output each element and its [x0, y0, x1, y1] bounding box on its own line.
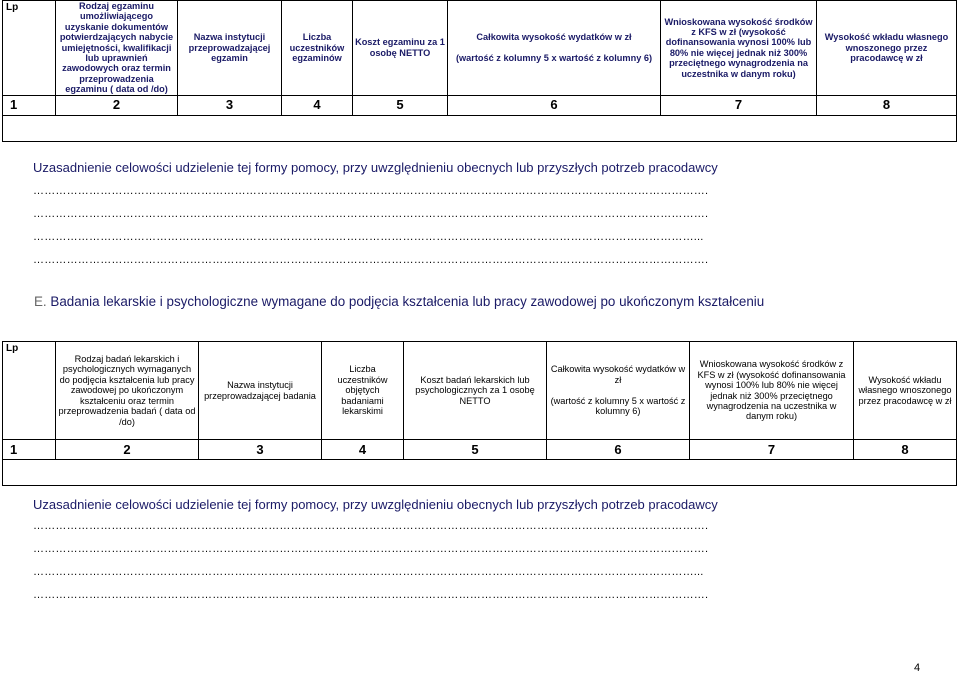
col-number: 6: [547, 440, 690, 460]
header-row: [3, 342, 957, 440]
col-number: 5: [353, 95, 448, 115]
header-exam-type: Rodzaj egzaminu umożliwiającego uzyskanie dokumentów potwierdzających nabycie umiejętności, kwalifikacji lub uprawnień zawodowych oraz termin przeprowadzenia egzaminu ( data od /do): [56, 1, 178, 96]
col-number: 8: [854, 440, 957, 460]
exam-costs-table: [2, 0, 957, 142]
col-number: 2: [56, 440, 199, 460]
col-number: 8: [817, 95, 957, 115]
header-exam-type: Rodzaj badań lekarskich i psychologicznych wymaganych do podjęcia kształcenia lub pracy zawodowej po ukończonym kształceniu oraz termin przeprowadzenia badań ( data od /do): [56, 342, 199, 440]
dotted-line[interactable]: ……………………………………………………………………………………………………………………………………………………………….: [33, 254, 709, 266]
header-participants: Liczba uczestników egzaminów: [282, 1, 353, 96]
section-e-heading: [34, 294, 764, 309]
dotted-line[interactable]: ……………………………………………………………………………………………………………………………………………………………...: [33, 231, 704, 243]
page-number: 4: [914, 662, 921, 674]
col-number: 7: [690, 440, 854, 460]
col-number: 3: [199, 440, 322, 460]
medical-exams-table: [2, 341, 957, 486]
justification-title: Uzasadnienie celowości udzielenie tej formy pomocy, przy uwzględnieniu obecnych lub przyszłych potrzeb pracodawcy: [33, 497, 718, 512]
justification-title: Uzasadnienie celowości udzielenie tej formy pomocy, przy uwzględnieniu obecnych lub przyszłych potrzeb pracodawcy: [33, 160, 718, 175]
header-cost-per-person: Koszt badań lekarskich lub psychologicznych za 1 osobę NETTO: [404, 342, 547, 440]
col-number: 3: [178, 95, 282, 115]
header-lp: Lp: [3, 1, 56, 96]
col-number: 4: [322, 440, 404, 460]
col-number: 4: [282, 95, 353, 115]
dotted-line[interactable]: ……………………………………………………………………………………………………………………………………………………………….: [33, 208, 709, 220]
empty-data-row[interactable]: [3, 460, 957, 486]
column-number-row: [3, 95, 957, 115]
dotted-line[interactable]: ……………………………………………………………………………………………………………………………………………………………….: [33, 185, 709, 197]
header-kfs-amount: Wnioskowana wysokość środków z KFS w zł (wysokość dofinansowania wynosi 100% lub 80% nie więcej jednak niż 300% przeciętnego wynagrodzenia na uczestnika w danym roku): [661, 1, 817, 96]
header-own-contribution: Wysokość wkładu własnego wnoszonego przez pracodawcę w zł: [817, 1, 957, 96]
section-letter: E.: [34, 294, 47, 309]
header-total-cost: Całkowita wysokość wydatków w zł (wartość z kolumny 5 x wartość z kolumny 6): [547, 342, 690, 440]
header-participants: Liczba uczestników objętych badaniami lekarskimi: [322, 342, 404, 440]
col-number: 1: [3, 95, 56, 115]
col-number: 1: [3, 440, 56, 460]
col-number: 6: [448, 95, 661, 115]
dotted-line[interactable]: ……………………………………………………………………………………………………………………………………………………………….: [33, 520, 709, 532]
header-own-contribution: Wysokość wkładu własnego wnoszonego przez pracodawcę w zł: [854, 342, 957, 440]
empty-data-cell[interactable]: [3, 115, 957, 141]
header-kfs-amount: Wnioskowana wysokość środków z KFS w zł (wysokość dofinansowania wynosi 100% lub 80% nie więcej jednak niż 300% przeciętnego wynagrodzenia na uczestnika w danym roku): [690, 342, 854, 440]
dotted-line[interactable]: ……………………………………………………………………………………………………………………………………………………………...: [33, 566, 704, 578]
col-number: 5: [404, 440, 547, 460]
header-row: [3, 1, 957, 96]
col-number: 2: [56, 95, 178, 115]
header-cost-per-person: Koszt egzaminu za 1 osobę NETTO: [353, 1, 448, 96]
empty-data-cell[interactable]: [3, 460, 957, 486]
col-number: 7: [661, 95, 817, 115]
header-lp: Lp: [3, 342, 56, 440]
dotted-line[interactable]: ……………………………………………………………………………………………………………………………………………………………….: [33, 589, 709, 601]
header-institution: Nazwa instytucji przeprowadzającej badania: [199, 342, 322, 440]
empty-data-row[interactable]: [3, 115, 957, 141]
section-title: Badania lekarskie i psychologiczne wymagane do podjęcia kształcenia lub pracy zawodowej po ukończonym kształceniu: [50, 294, 765, 309]
column-number-row: [3, 440, 957, 460]
header-institution: Nazwa instytucji przeprowadzającej egzamin: [178, 1, 282, 96]
dotted-line[interactable]: ……………………………………………………………………………………………………………………………………………………………….: [33, 543, 709, 555]
header-total-cost: Całkowita wysokość wydatków w zł (wartość z kolumny 5 x wartość z kolumny 6): [448, 1, 661, 96]
